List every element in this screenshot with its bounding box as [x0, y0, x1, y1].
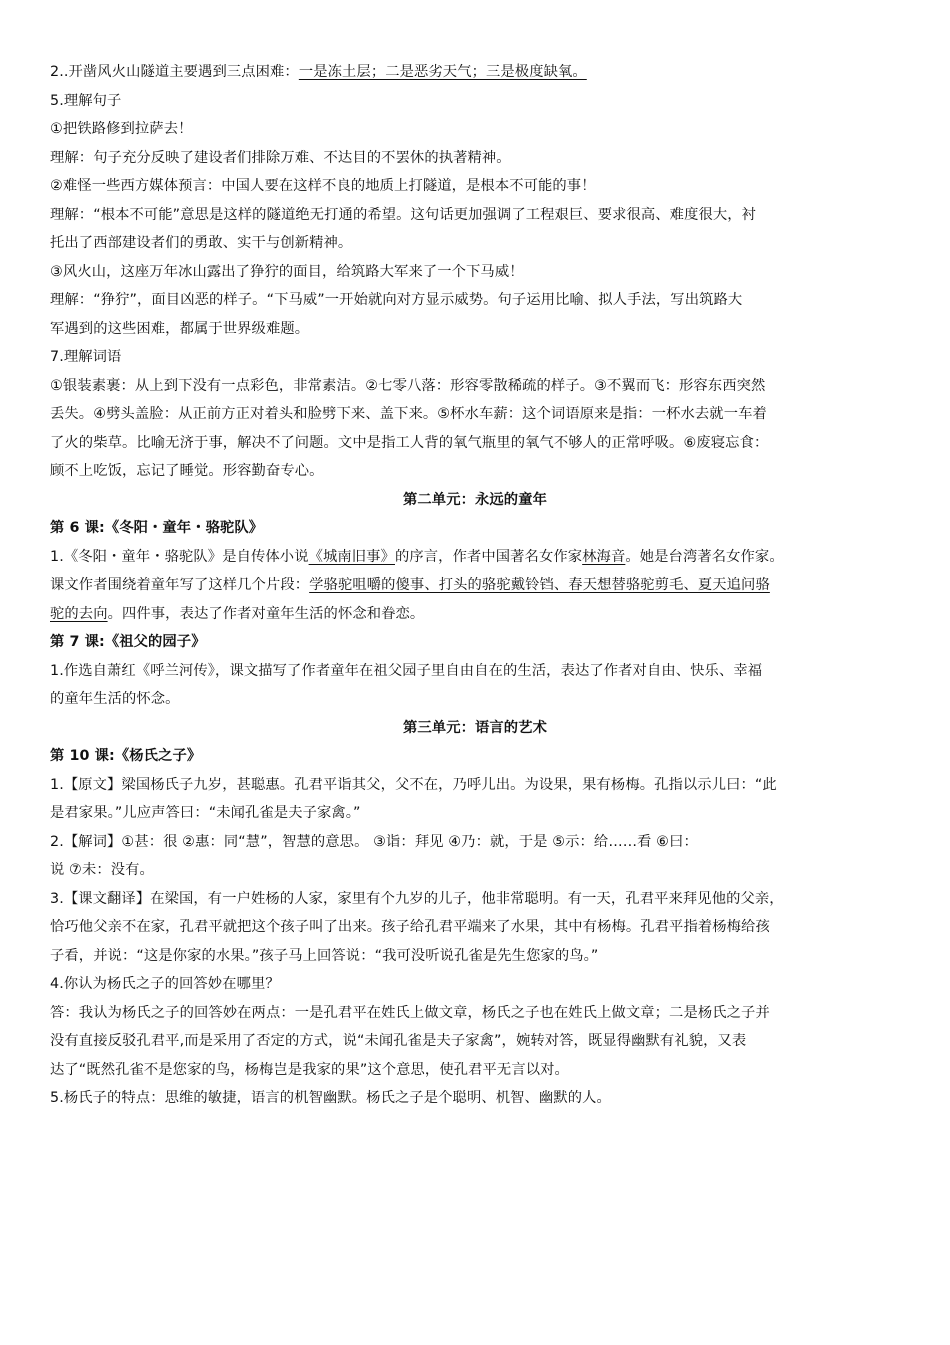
line-text: 3.【课文翻译】在梁国，有一户姓杨的人家，家里有个九岁的儿子，他非常聪明。有一天，孔君平来拜见他的父亲，: [50, 890, 784, 907]
line-text: 理解：句子充分反映了建设者们排除万难、不达目的不罢休的执著精神。: [50, 149, 511, 166]
line-text: 7.理解词语: [50, 349, 122, 365]
text-line: [50, 771, 900, 800]
text-line: [50, 343, 900, 372]
document-page: [50, 58, 900, 1113]
text-line: [50, 856, 900, 885]
line-text: 丢失。④劈头盖脸：从正前方正对着头和脸劈下来、盖下来。⑤杯水车薪：这个词语原来是指：一杯水去就一车着: [50, 406, 767, 422]
text-line: [50, 600, 900, 629]
text-line: [50, 543, 900, 572]
text-line: [50, 372, 900, 401]
line-text: ①银装素裹：从上到下没有一点彩色，非常素洁。②七零八落：形容零散稀疏的样子。③不翼而飞：形容东西突然: [50, 377, 766, 394]
text-line: [50, 970, 900, 999]
line-text: 了火的柴草。比喻无济于事，解决不了问题。文中是指工人背的氧气瓶里的氧气不够人的正常呼吸。⑥废寝忘食：: [50, 434, 769, 451]
underlined-answer: 《城南旧事》: [308, 548, 395, 565]
text-line: [50, 685, 900, 714]
text-line: [50, 913, 900, 942]
line-text: 5.理解句子: [50, 92, 122, 109]
line-text: 1.【原文】梁国杨氏子九岁，甚聪惠。孔君平诣其父，父不在，乃呼儿出。为设果，果有杨梅。孔指以示儿曰：“此: [50, 776, 777, 793]
text-line: [50, 1056, 900, 1085]
line-text: 恰巧他父亲不在家，孔君平就把这个孩子叫了出来。孩子给孔君平端来了水果，其中有杨梅。孔君平指着杨梅给孩: [50, 919, 770, 935]
text-line: [50, 315, 900, 344]
line-text: 第 10 课:《杨氏之子》: [50, 748, 202, 764]
line-text: 2.【解词】①甚：很 ②惠：同“慧”，智慧的意思。 ③诣：拜见 ④乃：就，于是 ⑤示：给……看 ⑥曰：: [50, 833, 698, 850]
text-line: [50, 144, 900, 173]
underlined-answer: 学骆驼咀嚼的傻事、打头的骆驼戴铃铛、春天想替骆驼剪毛、夏天追问骆: [309, 577, 770, 593]
line-text: 第二单元：永远的童年: [403, 491, 547, 508]
text-line: [50, 258, 900, 287]
line-text: 没有直接反驳孔君平,而是采用了否定的方式，说“未闻孔雀是夫子家禽”，婉转对答，既显得幽默有礼貌，又表: [50, 1033, 747, 1049]
line-text: 理解：“狰狞”，面目凶恶的样子。“下马威”一开始就向对方显示威势。句子运用比喻、拟人手法，写出筑路大: [50, 292, 743, 308]
text-line: [50, 457, 900, 486]
text-line: [50, 942, 900, 971]
line-text: 课文作者围绕着童年写了这样几个片段：: [50, 577, 310, 593]
text-line: [50, 58, 900, 87]
text-line: [50, 571, 900, 600]
text-line: [50, 400, 900, 429]
text-line: [50, 799, 900, 828]
line-text: 的序言，作者中国著名女作家: [394, 548, 583, 565]
line-text: 第 7 课:《祖父的园子》: [50, 634, 206, 650]
line-text: 第三单元：语言的艺术: [403, 719, 547, 736]
text-line: [50, 229, 900, 258]
line-text: 顾不上吃饭，忘记了睡觉。形容勤奋专心。: [50, 463, 324, 479]
lesson-heading: [50, 514, 900, 543]
line-text: 达了“既然孔雀不是您家的鸟，杨梅岂是我家的果”这个意思，使孔君平无言以对。: [50, 1061, 569, 1078]
text-line: [50, 286, 900, 315]
line-text: 理解：“根本不可能”意思是这样的隧道绝无打通的希望。这句话更加强调了工程艰巨、要求很高、难度很大，衬: [50, 206, 757, 223]
text-line: [50, 828, 900, 857]
line-text: 托出了西部建设者们的勇敢、实干与创新精神。: [50, 235, 353, 251]
line-text: 子看，并说：“这是你家的水果。”孩子马上回答说：“我可没听说孔雀是先生您家的鸟。”: [50, 947, 599, 964]
text-line: [50, 999, 900, 1028]
text-line: [50, 172, 900, 201]
line-text: 是君家果。”儿应声答曰：“未闻孔雀是夫子家禽。”: [50, 805, 361, 821]
line-text: ②难怪一些西方媒体预言：中国人要在这样不良的地质上打隧道，是根本不可能的事！: [50, 178, 596, 194]
line-text: ③风火山，这座万年冰山露出了狰狞的面目，给筑路大军来了一个下马威！: [50, 263, 524, 280]
line-text: 的童年生活的怀念。: [50, 691, 180, 707]
line-text: 。四件事，表达了作者对童年生活的怀念和眷恋。: [107, 605, 425, 622]
underlined-answer: 一是冻土层；二是恶劣天气；三是极度缺氧。: [298, 64, 587, 80]
lesson-heading: [50, 742, 900, 771]
text-line: [50, 1084, 900, 1113]
line-text: 2..开凿风火山隧道主要遇到三点困难：: [50, 64, 299, 80]
line-text: 军遇到的这些困难，都属于世界级难题。: [50, 320, 310, 337]
text-line: [50, 1027, 900, 1056]
line-text: 1.作选自萧红《呼兰河传》，课文描写了作者童年在祖父园子里自由自在的生活，表达了作者对自由、快乐、幸福: [50, 662, 763, 679]
line-text: 4.你认为杨氏之子的回答妙在哪里？: [50, 976, 280, 992]
section-heading: [50, 486, 900, 515]
text-line: [50, 115, 900, 144]
line-text: 答：我认为杨氏之子的回答妙在两点：一是孔君平在姓氏上做文章，杨氏之子也在姓氏上做文章；二是杨氏之子并: [50, 1004, 770, 1021]
line-text: 说 ⑦未：没有。: [50, 862, 154, 878]
lesson-heading: [50, 628, 900, 657]
line-text: 1.《冬阳・童年・骆驼队》是自传体小说: [50, 548, 309, 565]
line-text: 第 6 课:《冬阳・童年・骆驼队》: [50, 520, 264, 536]
text-line: [50, 201, 900, 230]
line-text: 。她是台湾著名女作家。: [625, 548, 784, 565]
underlined-answer: 驼的去向: [50, 605, 108, 622]
text-line: [50, 429, 900, 458]
text-line: [50, 657, 900, 686]
line-text: ①把铁路修到拉萨去！: [50, 121, 193, 137]
text-line: [50, 885, 900, 914]
section-heading: [50, 714, 900, 743]
underlined-answer: 林海音: [582, 548, 626, 565]
text-line: [50, 87, 900, 116]
line-text: 5.杨氏子的特点：思维的敏捷，语言的机智幽默。杨氏之子是个聪明、机智、幽默的人。: [50, 1090, 611, 1106]
